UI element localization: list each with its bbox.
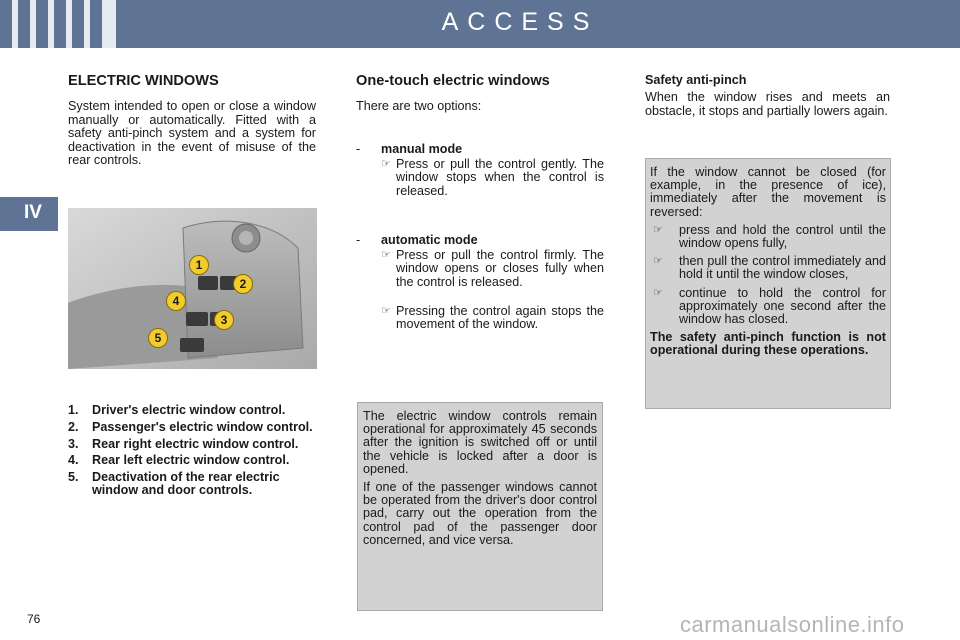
marker-1: 1 [189, 255, 209, 275]
list-item: 5. Deactivation of the rear electric window and door controls. [68, 470, 280, 498]
list-item: ☞ press and hold the control until the window opens fully, [653, 222, 886, 251]
list-item: ☞ Press or pull the control gently. The window stops when the control is released. [381, 157, 604, 198]
warning-text: The safety anti-pinch function is not operational during these operations. [650, 330, 886, 358]
pointing-hand-icon: ☞ [381, 249, 391, 261]
marker-5: 5 [148, 328, 168, 348]
mode-label: automatic mode [381, 233, 478, 247]
page-title: ACCESS [441, 8, 599, 36]
info-box-anti-pinch: If the window cannot be closed (for example, in the presence of ice), immediately after the movement is reversed: ☞ press and hold the control until the window opens fully, ☞ then pull the control immediately and hold it until the window closes, ☞ continue to hold the control for approximately one second after the window has closed. The safety anti-pinch function is not operational during these operations. [645, 158, 891, 409]
list-item: ☞ Press or pull the control firmly. The window opens or closes fully when the control is released. [381, 248, 604, 289]
section-title: ELECTRIC WINDOWS [68, 73, 219, 89]
list-item: 1. Driver's electric window control. [68, 403, 286, 417]
pointing-hand-icon: ☞ [653, 286, 663, 299]
anti-pinch-text: When the window rises and meets an obstacle, it stops and partially lowers again. [645, 90, 890, 118]
list-item: ☞ then pull the control immediately and hold it until the window closes, [653, 254, 886, 282]
marker-3: 3 [214, 310, 234, 330]
list-item: ☞ Pressing the control again stops the movement of the window. [381, 304, 604, 332]
info-box-operation: The electric window controls remain operational for approximately 45 seconds after the ignition is switched off or until the vehicle is locked after a door is opened. If one of the passenger windows cannot be operated from the driver's door control pad, carry out the operation from the control pad of the passenger door concerned, and vice versa. [357, 402, 603, 611]
marker-2: 2 [233, 274, 253, 294]
list-item: 3. Rear right electric window control. [68, 436, 299, 451]
chapter-number: IV [24, 202, 42, 223]
list-item: ☞ continue to hold the control for approximately one second after the window has closed. [653, 285, 886, 327]
page-header [0, 0, 960, 48]
list-item: 2. Passenger's electric window control. [68, 419, 313, 434]
intro-text: System intended to open or close a window manually or automatically. Fitted with a safety anti-pinch system and a system for deactivation in the event of misuse of the rear controls. [68, 99, 316, 167]
pointing-hand-icon: ☞ [653, 255, 663, 268]
section-title: One-touch electric windows [356, 73, 550, 89]
mode-label: manual mode [381, 142, 463, 156]
door-control-photo [68, 208, 317, 369]
pointing-hand-icon: ☞ [381, 305, 391, 317]
pointing-hand-icon: ☞ [381, 158, 391, 170]
list-item: 4. Rear left electric window control. [68, 453, 290, 468]
marker-4: 4 [166, 291, 186, 311]
section-title: Safety anti-pinch [645, 73, 747, 87]
chapter-tab[interactable] [0, 197, 58, 231]
watermark: carmanualsonline.info [680, 612, 905, 637]
control-legend-list [68, 404, 318, 501]
door-panel-illustration [68, 208, 317, 369]
intro-text: There are two options: [356, 99, 482, 113]
page-number: 76 [27, 612, 41, 626]
pointing-hand-icon: ☞ [653, 223, 663, 236]
